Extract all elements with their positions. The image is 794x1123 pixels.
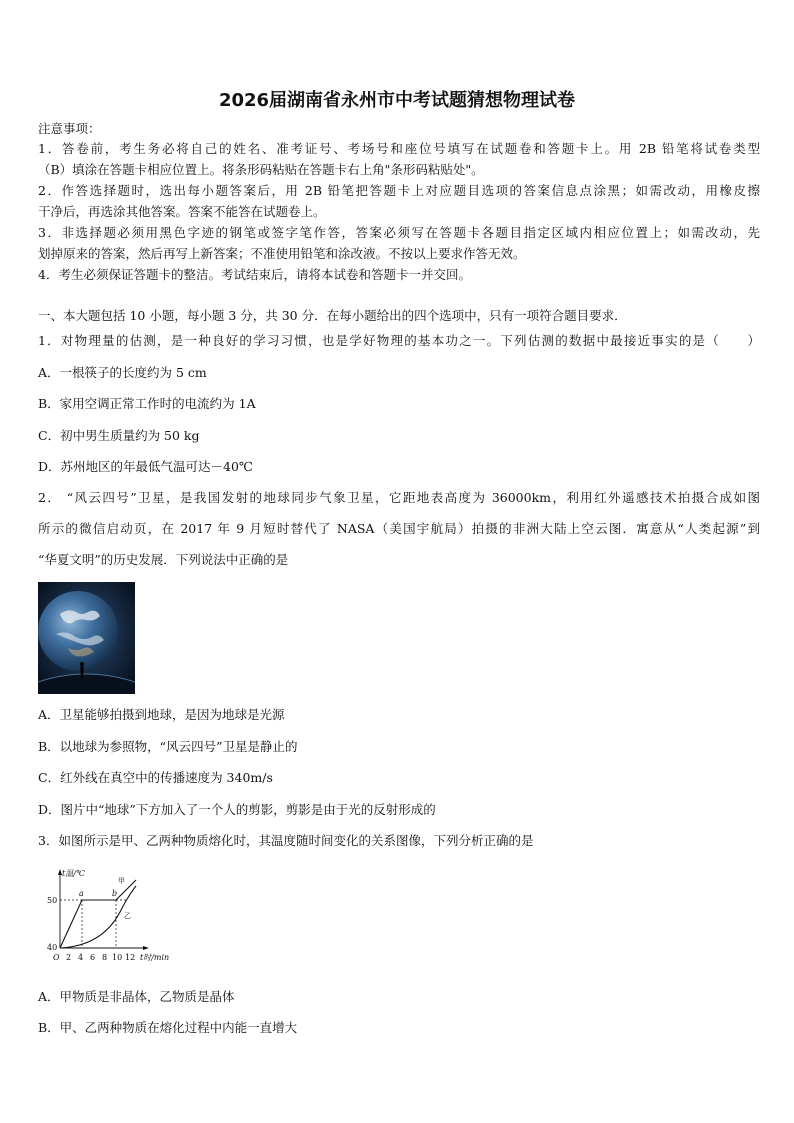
page-title: 2026届湖南省永州市中考试题猜想物理试卷 <box>218 90 576 111</box>
notice-line: 4．考生必须保证答题卡的整洁。考试结束后，请将本试卷和答题卡一并交回。 <box>38 267 471 282</box>
x-tick-label: 12 <box>125 953 136 962</box>
x-axis-arrow <box>143 946 149 950</box>
y-axis-label: t温/℃ <box>62 869 85 878</box>
notice-line: 3．非选择题必须用黑色字迹的钢笔或签字笔作答，答案必须写在答题卡各题目指定区域内相应位置上；如需改动，先 <box>38 225 760 240</box>
q1-option-d: D．苏州地区的年最低气温可达－40℃ <box>38 459 253 474</box>
origin-label: O <box>53 953 60 962</box>
notice-line: 干净后，再选涂其他答案。答案不能答在试题卷上。 <box>38 204 326 219</box>
q2-option-d: D．图片中“地球”下方加入了一个人的剪影，剪影是由于光的反射形成的 <box>38 802 436 817</box>
x-tick-label: 10 <box>112 953 123 962</box>
q2-option-b: B．以地球为参照物，“风云四号”卫星是静止的 <box>38 739 298 754</box>
x-tick-label: 2 <box>66 953 72 962</box>
x-tick-label: 6 <box>90 953 96 962</box>
question-2-stem: 2． “风云四号”卫星，是我国发射的地球同步气象卫星，它距地表高度为 36000km，利用红外遥感技术拍摄合成如图 <box>38 490 760 505</box>
q3-option-a: A．甲物质是非晶体，乙物质是晶体 <box>38 989 235 1004</box>
earth-photo <box>38 582 135 694</box>
q1-option-c: C．初中男生质量约为 50 kg <box>38 428 200 443</box>
notice-line: （B）填涂在答题卡相应位置上。将条形码粘贴在答题卡右上角"条形码粘贴处"。 <box>38 162 484 177</box>
point-a-label: a <box>79 889 84 898</box>
earth-illustration <box>38 582 135 694</box>
notice-line: 1．答卷前，考生务必将自己的姓名、准考证号、考场号和座位号填写在试题卷和答题卡上。用 2B 铅笔将试卷类型 <box>38 141 760 156</box>
y-tick-label: 50 <box>47 896 58 905</box>
question-3-stem: 3．如图所示是甲、乙两种物质熔化时，其温度随时间变化的关系图像，下列分析正确的是 <box>38 833 534 848</box>
point-b-label: b <box>112 889 118 898</box>
notice-line: 划掉原来的答案，然后再写上新答案；不准使用铅笔和涂改液。不按以上要求作答无效。 <box>38 246 526 261</box>
question-2-stem: “华夏文明”的历史发展．下列说法中正确的是 <box>38 552 289 567</box>
y-tick-label: 40 <box>47 943 58 952</box>
temperature-time-graph <box>40 866 180 966</box>
q1-option-a: A．一根筷子的长度约为 5 cm <box>38 365 207 380</box>
x-tick-label: 8 <box>102 953 108 962</box>
q2-option-c: C．红外线在真空中的传播速度为 340m/s <box>38 770 273 785</box>
question-1-stem: 1．对物理量的估测，是一种良好的学习习惯，也是学好物理的基本功之一。下列估测的数据中最接近事实的是（ ） <box>38 333 760 348</box>
question-2-stem: 所示的微信启动页，在 2017 年 9 月短时替代了 NASA（美国宇航局）拍摄的非洲大陆上空云图．寓意从“人类起源”到 <box>38 521 760 536</box>
x-axis-label: t时/min <box>140 953 170 962</box>
q3-option-b: B．甲、乙两种物质在熔化过程中内能一直增大 <box>38 1020 298 1035</box>
curve-jia-label: 甲 <box>118 877 125 885</box>
notice-heading: 注意事项： <box>38 121 101 136</box>
notice-line: 2．作答选择题时，选出每小题答案后，用 2B 铅笔把答题卡上对应题目选项的答案信息点涂黑；如需改动，用橡皮擦 <box>38 183 760 198</box>
q2-option-a: A．卫星能够拍摄到地球，是因为地球是光源 <box>38 707 285 722</box>
curve-yi-label: 乙 <box>124 912 131 920</box>
q1-option-b: B．家用空调正常工作时的电流约为 1A <box>38 396 256 411</box>
section-heading: 一、本大题包括 10 小题，每小题 3 分，共 30 分．在每小题给出的四个选项中，只有一项符合题目要求． <box>38 308 627 323</box>
x-tick-label: 4 <box>78 953 84 962</box>
